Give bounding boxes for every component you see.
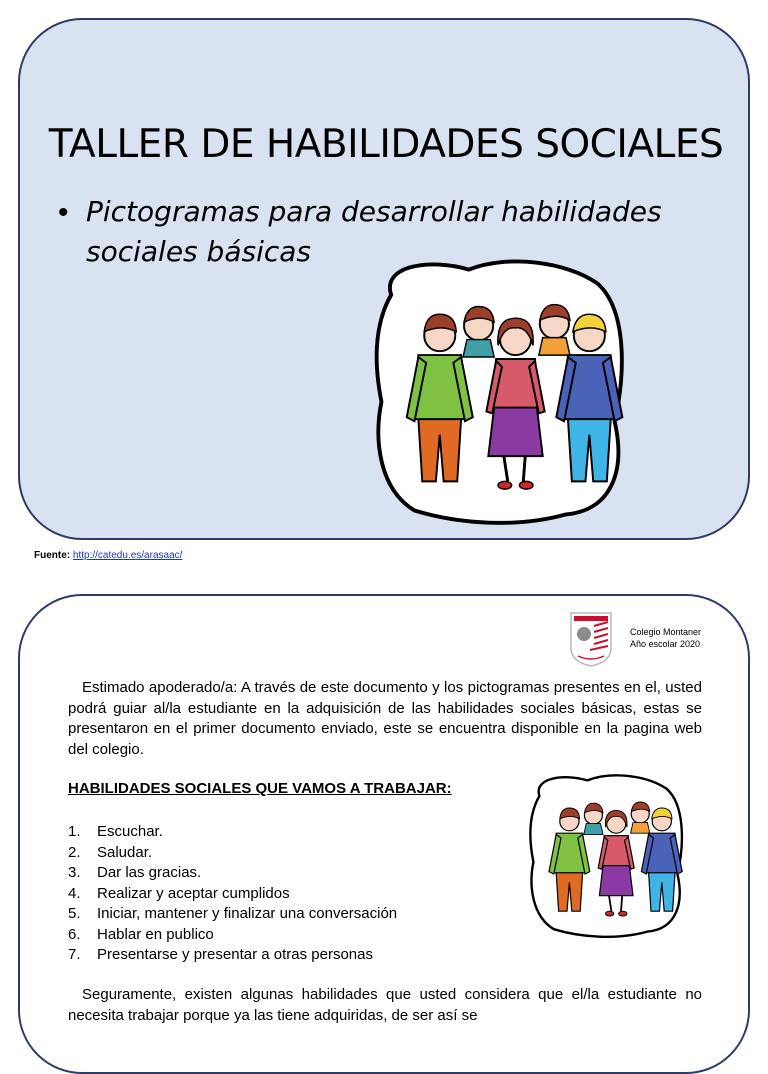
list-item: 7. Presentarse y presentar a otras personas	[68, 946, 373, 963]
source-line	[34, 550, 182, 561]
school-name: Colegio Montaner	[630, 627, 702, 637]
intro-paragraph: Estimado apoderado/a: A través de este documento y los pictogramas presentes en el, usted podrá guiar al/la estudiante en la adquisición de las habilidades sociales básicas, estas se presentaron en el primer documento enviado, este se encuentra disponible en la pagina web del colegio.	[68, 679, 702, 758]
list-item: 2. Saludar.	[68, 843, 153, 861]
letter-card	[18, 594, 750, 1074]
school-year: Año escolar 2020	[630, 639, 701, 649]
slide-subtitle: Pictogramas para desarrollar habilidades sociales básicas	[86, 195, 662, 268]
school-crest-icon	[568, 610, 614, 668]
skills-list	[68, 822, 397, 966]
section-heading: HABILIDADES SOCIALES QUE VAMOS A TRABAJAR:	[68, 780, 452, 797]
group-of-people-icon	[370, 256, 628, 528]
school-info	[630, 626, 701, 650]
list-item: 3. Dar las gracias.	[68, 864, 202, 881]
list-item: 4. Realizar y aceptar cumplidos	[68, 884, 290, 902]
bullet-marker: •	[58, 196, 69, 229]
slide-title: TALLER DE HABILIDADES SOCIALES	[48, 122, 724, 167]
group-of-people-icon	[522, 772, 690, 940]
list-item: 6. Hablar en publico	[68, 925, 214, 943]
title-slide	[18, 18, 750, 540]
source-label: Fuente:	[34, 550, 71, 561]
closing-paragraph: Seguramente, existen algunas habilidades que usted considera que el/la estudiante no necesita trabajar porque ya las tiene adquiridas, de ser así se	[68, 986, 702, 1024]
list-item: 5. Iniciar, mantener y finalizar una conversación	[68, 905, 398, 922]
source-link[interactable]: http://catedu.es/arasaac/	[72, 550, 183, 561]
list-item: 1. Escuchar.	[68, 823, 163, 840]
